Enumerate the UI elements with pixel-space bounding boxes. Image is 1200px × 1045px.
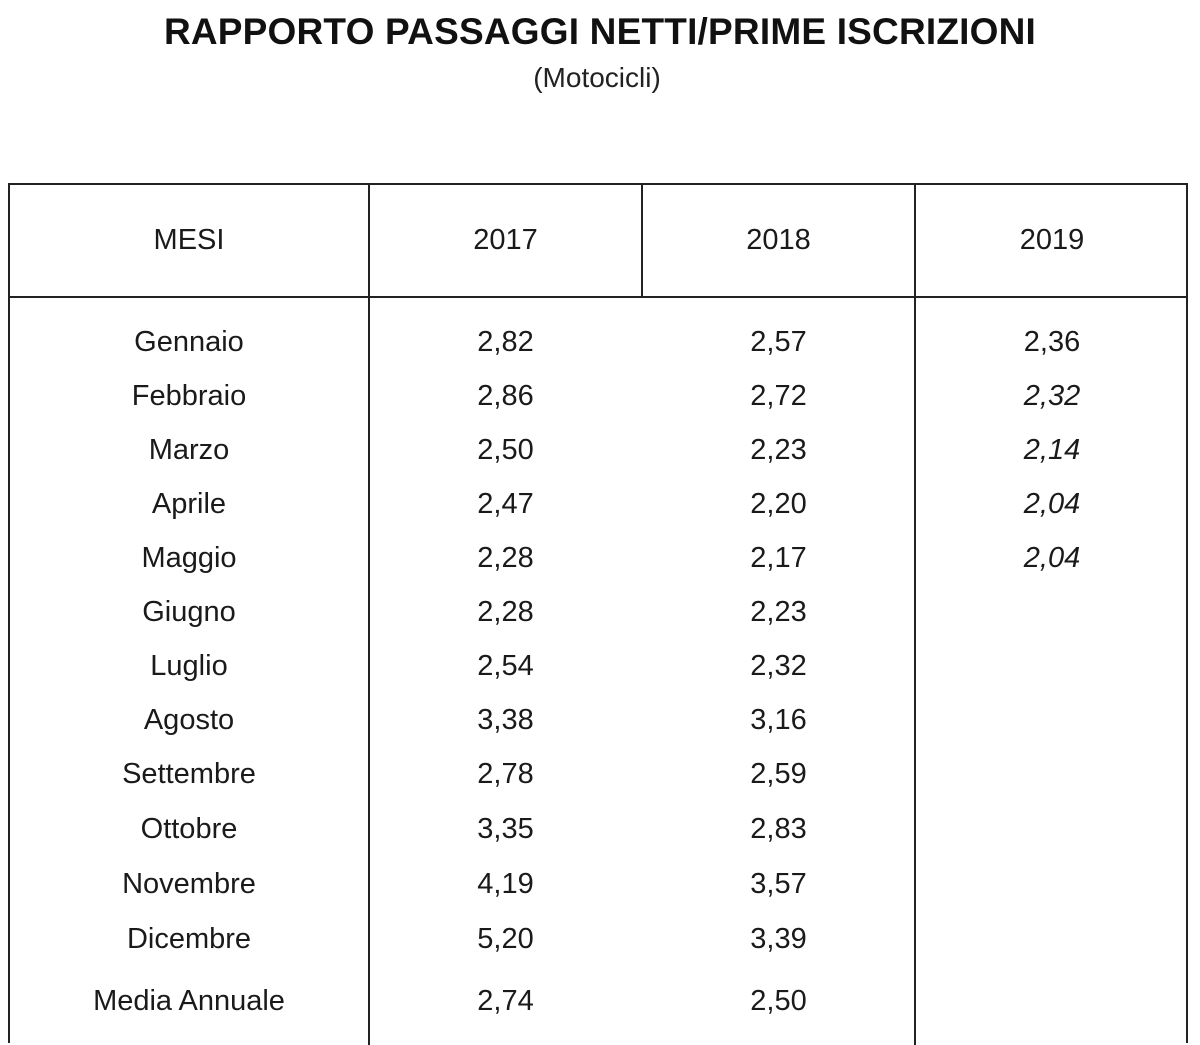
table-cell: 2,04 (1023, 488, 1081, 520)
table-cell: 2,74 (477, 985, 534, 1017)
table-cell: 2,57 (750, 326, 807, 358)
header-2019: 2019 (1019, 224, 1085, 256)
table-cell: 2,54 (477, 650, 534, 682)
table-cell: 5,20 (477, 923, 534, 955)
row-label: Media Annuale (93, 985, 285, 1017)
table-cell: 2,28 (477, 596, 534, 628)
table-cell: 2,78 (477, 758, 534, 790)
table-title: RAPPORTO PASSAGGI NETTI/PRIME ISCRIZIONI (163, 11, 1037, 52)
table-cell: 3,35 (477, 813, 534, 845)
table-cell: 2,86 (477, 380, 534, 412)
table-cell: 2,28 (477, 542, 534, 574)
table-cell (916, 981, 1188, 1021)
row-label: Luglio (150, 650, 228, 682)
table-cell (916, 919, 1188, 959)
table-cell (916, 592, 1188, 632)
header-2018: 2018 (746, 224, 811, 256)
table-cell: 2,72 (750, 380, 807, 412)
table-cell: 2,50 (477, 434, 534, 466)
table-cell: 2,17 (750, 542, 807, 574)
table-cell: 2,23 (750, 596, 807, 628)
row-label: Marzo (148, 434, 230, 466)
table-cell (916, 700, 1188, 740)
table-cell: 2,04 (1023, 542, 1081, 574)
row-label: Novembre (122, 868, 256, 900)
table-cell (916, 646, 1188, 686)
row-label: Ottobre (140, 813, 238, 845)
table-cell: 2,82 (477, 326, 534, 358)
table-cell: 2,50 (750, 985, 807, 1017)
table-cell: 2,20 (750, 488, 807, 520)
header-underline (10, 296, 1186, 298)
row-label: Agosto (143, 704, 235, 736)
table-cell: 3,38 (477, 704, 534, 736)
table-cell: 4,19 (477, 868, 534, 900)
table-cell (916, 864, 1188, 904)
row-label: Maggio (141, 542, 237, 574)
row-label: Gennaio (134, 326, 244, 358)
row-label: Giugno (142, 596, 236, 628)
table-cell: 2,83 (750, 813, 807, 845)
table-cell: 3,57 (750, 868, 807, 900)
table-cell: 2,32 (1023, 380, 1081, 412)
row-label: Dicembre (126, 923, 252, 955)
row-label: Febbraio (131, 380, 247, 412)
table-cell: 2,47 (477, 488, 534, 520)
table-cell (916, 809, 1188, 849)
header-2017: 2017 (473, 224, 538, 256)
table-subtitle: (Motocicli) (533, 62, 661, 93)
header-mesi: MESI (153, 224, 225, 256)
table-cell: 3,16 (750, 704, 807, 736)
row-label: Aprile (151, 488, 227, 520)
table-cell: 2,36 (1023, 326, 1081, 358)
table-cell: 2,14 (1023, 434, 1081, 466)
table-cell: 2,59 (750, 758, 807, 790)
table-cell: 2,32 (750, 650, 807, 682)
table-cell: 3,39 (750, 923, 807, 955)
table-cell (916, 754, 1188, 794)
table-cell: 2,23 (750, 434, 807, 466)
row-label: Settembre (122, 758, 256, 790)
data-table (8, 183, 1188, 1043)
